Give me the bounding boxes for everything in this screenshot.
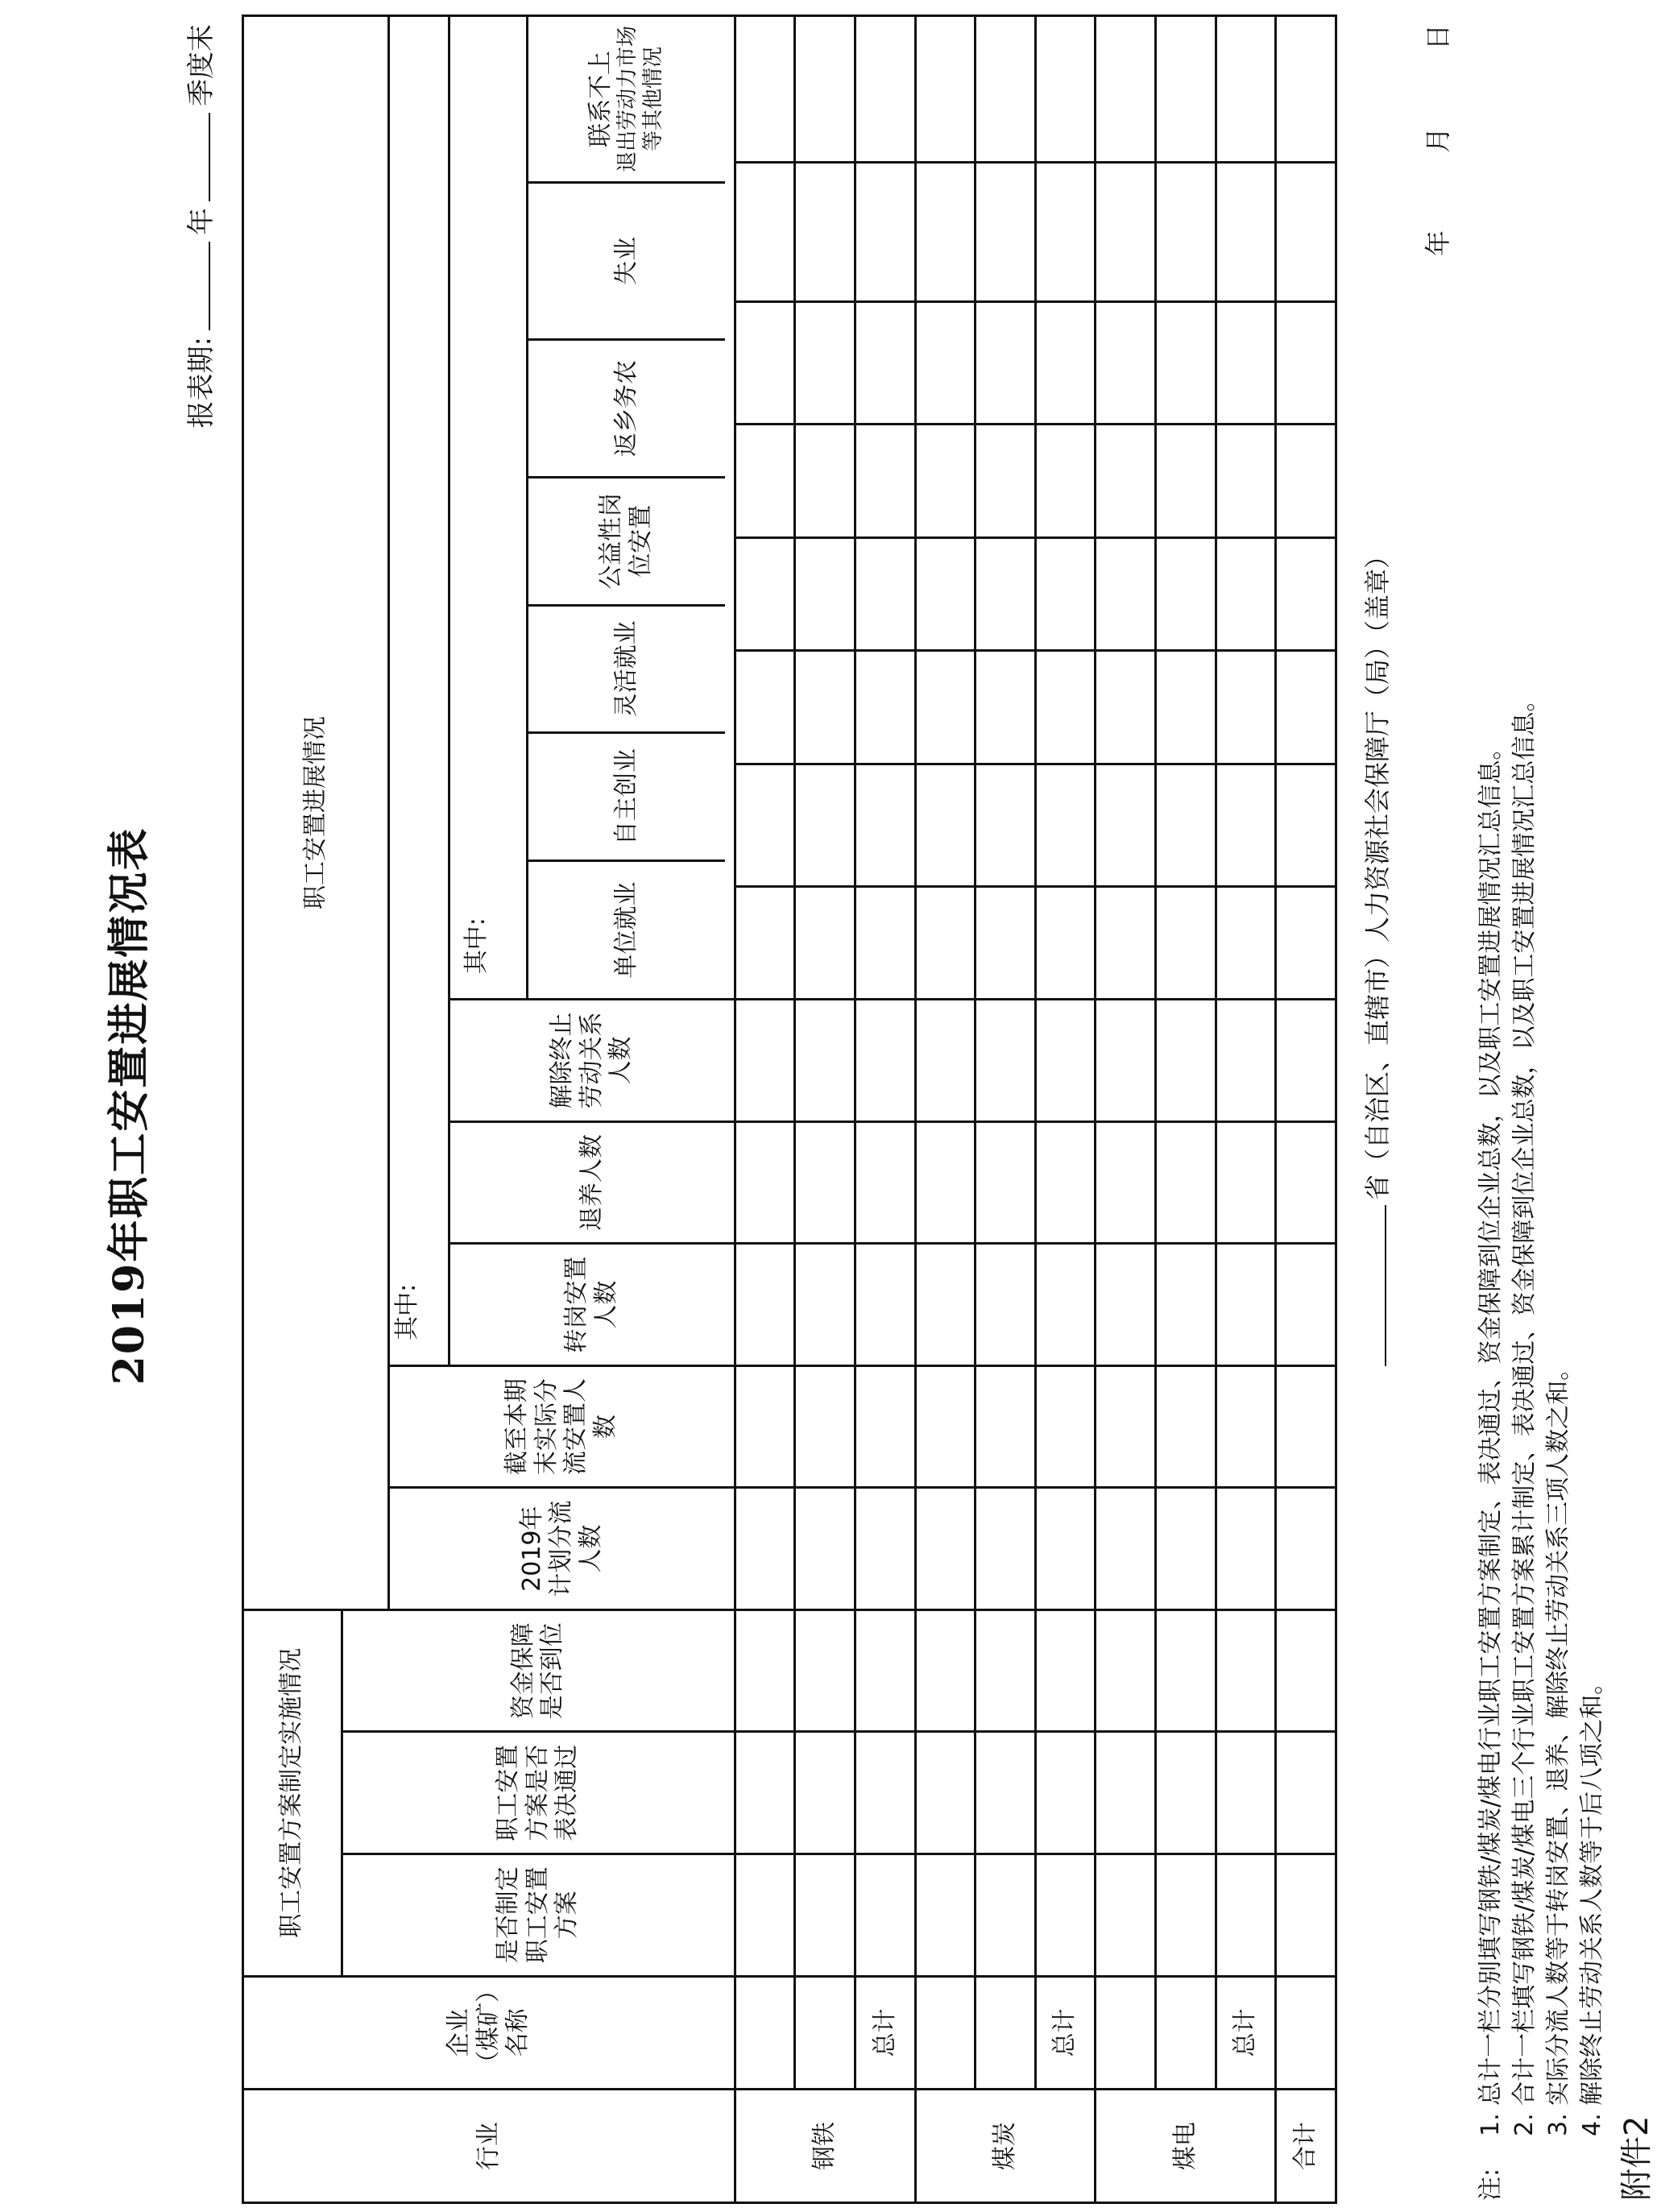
data-cell[interactable] [1276,302,1336,425]
grand-total-label: 合计 [1276,2090,1336,2203]
data-cell[interactable] [795,537,855,651]
data-cell[interactable] [1216,537,1276,651]
table-row [1156,16,1216,2203]
header-retire: 退养人数 [449,1121,735,1244]
header-terminate-breakdown [449,16,735,1000]
data-cell[interactable] [855,1244,916,1366]
data-cell[interactable] [855,764,916,887]
data-cell[interactable] [1276,1609,1336,1732]
note-item: 4. 解除终止劳动关系人数等于后八项之和。 [1578,1670,1606,2136]
data-cell[interactable] [795,764,855,887]
note-item: 3. 实际分流人数等于转岗安置、退养、解除终止劳动关系三项人数之和。 [1544,1356,1572,2136]
industry-coal: 煤炭 [915,2090,1096,2203]
data-cell[interactable] [1156,1244,1216,1366]
data-cell[interactable] [1156,651,1216,764]
data-cell[interactable] [976,1732,1036,1854]
data-cell[interactable] [1096,302,1156,425]
quarter-blank[interactable] [209,113,210,201]
subtotal-label: 总计 [1035,1976,1096,2090]
data-cell[interactable] [1035,16,1096,163]
data-cell[interactable] [855,424,916,537]
data-cell[interactable] [1096,424,1156,537]
data-cell[interactable] [915,651,976,764]
data-cell[interactable] [855,1732,916,1854]
data-cell[interactable] [915,1609,976,1732]
table-row [795,16,855,2203]
notes-list [1474,688,1609,2136]
header-unemployed: 失业 [528,182,725,339]
header-self-employed: 自主创业 [528,733,725,861]
data-cell[interactable] [1096,764,1156,887]
data-cell[interactable] [1096,16,1156,163]
data-cell[interactable] [1216,1609,1276,1732]
industry-power: 煤电 [1096,2090,1276,2203]
company-name-cell[interactable] [976,1976,1036,2090]
data-cell[interactable] [735,537,795,651]
attachment-label: 附件2 [1618,2115,1655,2201]
data-cell[interactable] [735,886,795,1000]
data-cell[interactable] [1156,764,1216,887]
company-name-cell[interactable] [1156,1976,1216,2090]
data-cell[interactable] [795,1488,855,1610]
data-cell[interactable] [976,1121,1036,1244]
data-cell[interactable] [855,16,916,163]
data-cell[interactable] [735,163,795,302]
data-cell[interactable] [1035,1488,1096,1610]
data-cell[interactable] [795,1732,855,1854]
data-cell[interactable] [915,764,976,887]
data-cell[interactable] [855,302,916,425]
data-cell[interactable] [976,302,1036,425]
header-terminate: 解除终止劳动关系人数 [449,1000,735,1122]
data-cell[interactable] [735,302,795,425]
company-name-cell[interactable] [735,1976,795,2090]
data-cell[interactable] [1276,1244,1336,1366]
data-cell[interactable] [795,886,855,1000]
table-row [855,16,916,2203]
data-cell[interactable] [1035,1244,1096,1366]
data-cell[interactable] [1276,764,1336,887]
data-cell[interactable] [1216,163,1276,302]
data-cell[interactable] [1156,1488,1216,1610]
data-cell[interactable] [915,1244,976,1366]
data-cell[interactable] [1096,1000,1156,1122]
data-cell[interactable] [976,1000,1036,1122]
data-cell[interactable] [1096,1609,1156,1732]
header-plan-made: 是否制定职工安置方案 [342,1854,735,1977]
data-cell[interactable] [1276,16,1336,163]
data-cell[interactable] [915,1365,976,1488]
header-flexible: 灵活就业 [528,605,725,733]
data-cell[interactable] [735,651,795,764]
data-cell[interactable] [1216,1000,1276,1122]
signature-date: 年 月 日 [1423,24,1453,257]
data-cell[interactable] [1156,302,1216,425]
data-cell[interactable] [795,1000,855,1122]
header-actual-total: 截至本期末实际分流安置人数 [389,1365,735,1488]
data-cell[interactable] [1096,1121,1156,1244]
data-cell[interactable] [855,651,916,764]
data-cell[interactable] [1035,1000,1096,1122]
data-cell[interactable] [915,886,976,1000]
data-cell[interactable] [795,302,855,425]
data-cell[interactable] [855,1365,916,1488]
data-cell[interactable] [915,1121,976,1244]
header-plan-voted: 职工安置方案是否表决通过 [342,1732,735,1854]
note-item: 2. 合计一栏填写钢铁/煤炭/煤电三个行业职工安置方案累计制定、表决通过、资金保障到位企业总数，以及职工安置进展情况汇总信息。 [1510,687,1539,2136]
data-cell[interactable] [735,1121,795,1244]
data-cell[interactable] [1035,302,1096,425]
data-cell[interactable] [976,651,1036,764]
data-cell[interactable] [795,424,855,537]
data-cell[interactable] [1276,651,1336,764]
data-cell[interactable] [795,16,855,163]
period-label: 报表期: [185,337,217,429]
data-cell[interactable] [1276,1732,1336,1854]
table-row [915,16,976,2203]
header-fund: 资金保障是否到位 [342,1609,735,1732]
data-cell[interactable] [976,1609,1036,1732]
progress-table [242,14,1337,2204]
data-cell[interactable] [976,1854,1036,1977]
data-cell[interactable] [795,163,855,302]
data-cell[interactable] [1156,424,1216,537]
data-cell[interactable] [1276,1365,1336,1488]
data-cell[interactable] [1035,1365,1096,1488]
data-cell[interactable] [1216,651,1276,764]
subtotal-label: 总计 [1216,1976,1276,2090]
data-cell[interactable] [1096,1732,1156,1854]
header-unit-job: 单位就业 [528,860,725,998]
data-cell[interactable] [915,537,976,651]
data-cell[interactable] [1035,1609,1096,1732]
data-cell[interactable] [1216,1244,1276,1366]
company-name-cell[interactable] [1096,1976,1156,2090]
data-cell[interactable] [1276,537,1336,651]
header-industry: 行业 [243,2090,735,2203]
data-cell[interactable] [1096,537,1156,651]
data-cell[interactable] [1216,1488,1276,1610]
data-cell[interactable] [855,1488,916,1610]
data-cell[interactable] [1216,424,1276,537]
data-cell[interactable] [1156,1732,1216,1854]
data-cell[interactable] [915,16,976,163]
report-period [179,24,218,428]
data-cell[interactable] [795,651,855,764]
data-cell[interactable] [976,424,1036,537]
table-row [976,16,1036,2203]
data-cell[interactable] [1096,1365,1156,1488]
data-cell[interactable] [735,1732,795,1854]
header-progress-group: 职工安置进展情况 [243,16,389,1610]
note-item: 1. 总计一栏分别填写钢铁/煤炭/煤电行业职工安置方案制定、表决通过、资金保障到位企业总数，以及职工安置进展情况汇总信息。 [1477,735,1505,2136]
data-cell[interactable] [1276,163,1336,302]
data-cell[interactable] [1276,1976,1336,2090]
data-cell[interactable] [1096,1854,1156,1977]
data-cell[interactable] [1216,16,1276,163]
data-cell[interactable] [1216,1732,1276,1854]
data-cell[interactable] [1216,764,1276,887]
data-cell[interactable] [1096,1488,1156,1610]
signature-line: 省（自治区、直辖市）人力资源社会保障厅（局）（盖章） [1357,543,1394,1366]
data-cell[interactable] [1035,764,1096,887]
header-among2: 其中: [459,17,528,998]
table-row [1096,16,1156,2203]
data-cell[interactable] [1096,651,1156,764]
header-planned-2019: 2019年计划分流人数 [389,1488,735,1610]
data-cell[interactable] [855,1609,916,1732]
data-cell[interactable] [1035,537,1096,651]
data-cell[interactable] [915,1000,976,1122]
subtotal-label: 总计 [855,1976,916,2090]
data-cell[interactable] [976,163,1036,302]
data-cell[interactable] [1156,886,1216,1000]
data-cell[interactable] [735,424,795,537]
data-cell[interactable] [915,424,976,537]
data-cell[interactable] [795,1121,855,1244]
header-plan-group: 职工安置方案制定实施情况 [243,1609,342,1976]
data-cell[interactable] [915,1488,976,1610]
data-cell[interactable] [855,1854,916,1977]
data-cell[interactable] [1276,1000,1336,1122]
data-cell[interactable] [735,1854,795,1977]
data-cell[interactable] [976,16,1036,163]
industry-steel: 钢铁 [735,2090,915,2203]
notes-lead: 注: [1477,2168,1505,2201]
data-cell[interactable] [1156,1854,1216,1977]
data-cell[interactable] [735,1365,795,1488]
header-transfer: 转岗安置人数 [449,1244,735,1366]
data-cell[interactable] [1156,1365,1216,1488]
data-cell[interactable] [1035,1854,1096,1977]
data-cell[interactable] [1096,1244,1156,1366]
data-cell[interactable] [1276,1488,1336,1610]
data-cell[interactable] [915,1854,976,1977]
data-cell[interactable] [795,1609,855,1732]
data-cell[interactable] [915,163,976,302]
data-cell[interactable] [1156,1121,1216,1244]
period-quarter: 季度末 [185,24,217,106]
data-cell[interactable] [855,1121,916,1244]
period-year: 年 [185,208,217,235]
header-lost-contact-exit: 联系不上 退出劳动力市场等其他情况 [528,17,725,182]
province-blank[interactable] [1385,1205,1386,1366]
data-cell[interactable] [735,1000,795,1122]
data-cell[interactable] [795,1365,855,1488]
data-cell[interactable] [915,302,976,425]
data-cell[interactable] [735,1609,795,1732]
data-cell[interactable] [976,886,1036,1000]
data-cell[interactable] [915,1732,976,1854]
data-cell[interactable] [795,1854,855,1977]
data-cell[interactable] [1156,1609,1216,1732]
data-cell[interactable] [976,1365,1036,1488]
data-cell[interactable] [976,1244,1036,1366]
data-cell[interactable] [855,537,916,651]
data-cell[interactable] [1035,163,1096,302]
data-cell[interactable] [1035,1732,1096,1854]
header-public-post: 公益性岗位安置 [528,477,725,605]
data-cell[interactable] [735,1488,795,1610]
data-cell[interactable] [1216,302,1276,425]
data-cell[interactable] [855,1000,916,1122]
data-cell[interactable] [1035,1121,1096,1244]
data-cell[interactable] [1276,1121,1336,1244]
data-cell[interactable] [1035,886,1096,1000]
company-name-cell[interactable] [915,1976,976,2090]
page-title: 2019年职工安置进展情况表 [105,826,154,1386]
data-cell[interactable] [795,1244,855,1366]
data-cell[interactable] [976,537,1036,651]
data-cell[interactable] [735,1244,795,1366]
year-blank[interactable] [209,242,210,330]
data-cell[interactable] [1096,163,1156,302]
breakdown-subtable [459,17,725,998]
header-farming: 返乡务农 [528,340,725,478]
data-cell[interactable] [735,16,795,163]
data-cell[interactable] [1216,886,1276,1000]
table-row [1216,16,1276,2203]
table-row [1035,16,1096,2203]
company-name-cell[interactable] [795,1976,855,2090]
data-cell[interactable] [1156,1000,1216,1122]
data-cell[interactable] [1216,1854,1276,1977]
data-cell[interactable] [976,764,1036,887]
data-cell[interactable] [1156,16,1216,163]
header-company: 企业（煤矿）名称 [243,1976,735,2090]
data-cell[interactable] [976,1488,1036,1610]
header-among: 其中: [389,16,449,1366]
data-cell[interactable] [1216,1121,1276,1244]
data-cell[interactable] [855,163,916,302]
grand-total-row [1276,16,1336,2203]
data-cell[interactable] [1216,1365,1276,1488]
data-cell[interactable] [735,764,795,887]
data-cell[interactable] [1096,886,1156,1000]
data-cell[interactable] [1156,537,1216,651]
data-cell[interactable] [1276,424,1336,537]
data-cell[interactable] [1035,424,1096,537]
data-cell[interactable] [1276,886,1336,1000]
table-row [735,16,795,2203]
data-cell[interactable] [855,886,916,1000]
notes [1474,688,1609,2201]
data-cell[interactable] [1035,651,1096,764]
data-cell[interactable] [1276,1854,1336,1977]
data-cell[interactable] [1156,163,1216,302]
